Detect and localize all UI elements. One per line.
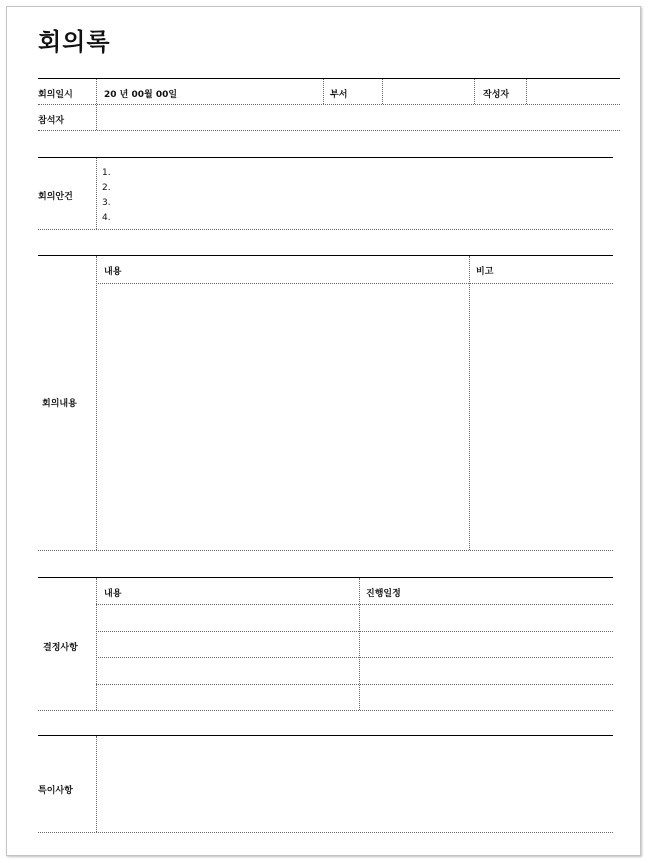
special-bottom-rule bbox=[38, 832, 613, 833]
note-column-header: 비고 bbox=[476, 267, 494, 277]
agenda-item[interactable]: 3. bbox=[102, 198, 111, 208]
content-column-header: 내용 bbox=[104, 267, 122, 277]
meeting-date-field[interactable]: 20 년 00월 00일 bbox=[104, 90, 178, 100]
decision-schedule-cell[interactable] bbox=[361, 686, 612, 709]
decision-schedule-cell[interactable] bbox=[361, 606, 612, 630]
header-dept-value-divider bbox=[382, 79, 383, 104]
decision-content-cell[interactable] bbox=[98, 686, 358, 709]
header-author-value-divider bbox=[526, 79, 527, 104]
header-dept-divider bbox=[323, 79, 324, 104]
decisions-row-divider bbox=[96, 684, 613, 685]
decision-content-header: 내용 bbox=[104, 589, 122, 599]
header-row-divider bbox=[38, 104, 620, 105]
agenda-list bbox=[102, 166, 111, 226]
page-title: 회의록 bbox=[38, 28, 111, 56]
attendees-field[interactable] bbox=[98, 106, 619, 129]
department-field[interactable] bbox=[384, 80, 473, 103]
content-top-rule bbox=[38, 255, 613, 256]
decision-schedule-cell[interactable] bbox=[361, 633, 612, 656]
decision-schedule-header: 진행일정 bbox=[366, 589, 401, 599]
header-top-rule bbox=[38, 78, 620, 79]
agenda-top-rule bbox=[38, 157, 613, 158]
content-label-divider bbox=[96, 256, 97, 550]
special-notes-label: 특이사항 bbox=[38, 786, 73, 796]
meeting-content-label: 회의내용 bbox=[42, 399, 77, 409]
decisions-row-divider bbox=[96, 631, 613, 632]
header-label-divider bbox=[96, 79, 97, 130]
department-label: 부서 bbox=[330, 90, 348, 100]
attendees-label: 참석자 bbox=[38, 116, 65, 126]
decision-content-cell[interactable] bbox=[98, 659, 358, 683]
special-top-rule bbox=[38, 735, 613, 736]
content-header-divider bbox=[96, 283, 613, 284]
header-bottom-rule bbox=[38, 130, 620, 131]
meeting-date-label: 회의일시 bbox=[38, 90, 73, 100]
agenda-label-divider bbox=[96, 158, 97, 229]
decision-content-cell[interactable] bbox=[98, 633, 358, 656]
special-notes-area[interactable] bbox=[98, 737, 612, 831]
meeting-content-area[interactable] bbox=[98, 285, 468, 549]
decisions-label: 결정사항 bbox=[43, 643, 78, 653]
author-field[interactable] bbox=[528, 80, 619, 103]
author-label: 작성자 bbox=[483, 90, 510, 100]
agenda-label: 회의안건 bbox=[38, 192, 73, 202]
decisions-top-rule bbox=[38, 577, 613, 578]
agenda-bottom-rule bbox=[38, 229, 613, 230]
content-note-divider bbox=[469, 256, 470, 550]
agenda-item[interactable]: 4. bbox=[102, 213, 111, 223]
agenda-item[interactable]: 2. bbox=[102, 183, 111, 193]
decisions-label-divider bbox=[96, 578, 97, 710]
decision-content-cell[interactable] bbox=[98, 606, 358, 630]
decisions-bottom-rule bbox=[38, 710, 613, 711]
decision-schedule-cell[interactable] bbox=[361, 659, 612, 683]
decisions-row-divider bbox=[96, 657, 613, 658]
agenda-item[interactable]: 1. bbox=[102, 168, 111, 178]
decisions-column-divider bbox=[359, 578, 360, 710]
content-bottom-rule bbox=[38, 550, 613, 551]
meeting-note-area[interactable] bbox=[471, 285, 612, 549]
header-author-divider bbox=[474, 79, 475, 104]
decisions-header-divider bbox=[96, 604, 613, 605]
special-label-divider bbox=[96, 736, 97, 832]
